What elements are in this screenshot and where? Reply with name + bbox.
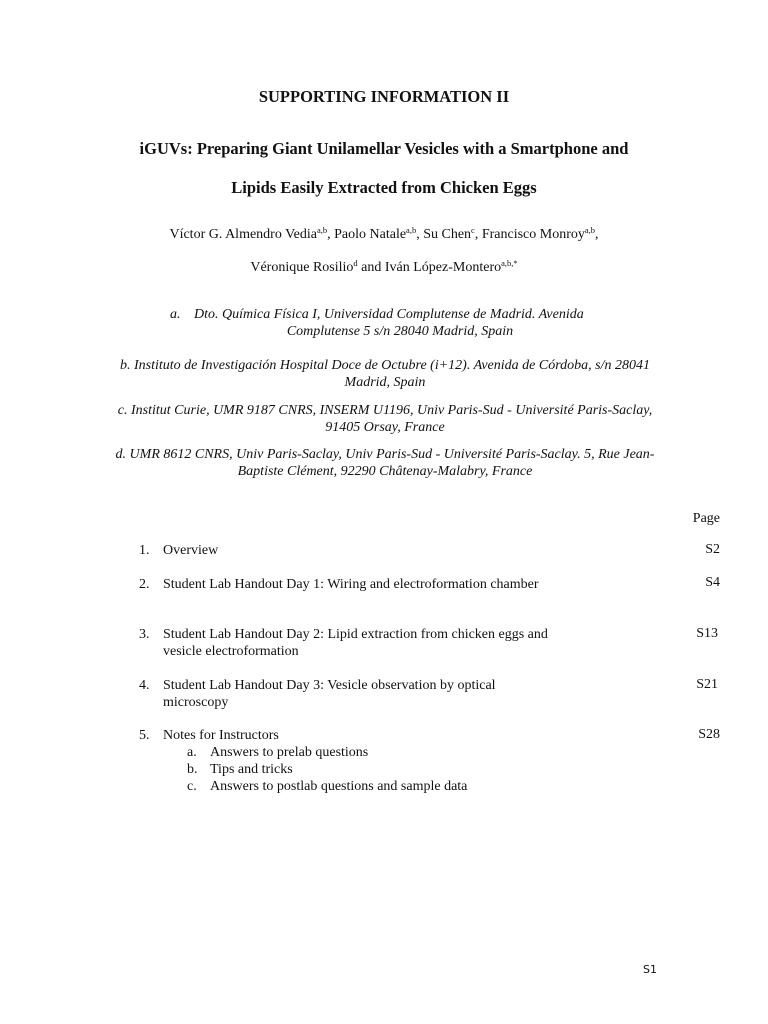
toc-subitem-title: Tips and tricks (210, 762, 293, 777)
toc-item-number: 1. (139, 543, 150, 558)
paper-title-line-1: iGUVs: Preparing Giant Unilamellar Vesicles with a Smartphone and (139, 139, 629, 158)
toc-subitem-letter: c. (187, 779, 197, 794)
affiliation-a-line-1: Dto. Química Física I, Universidad Complutense de Madrid. Avenida (194, 307, 584, 322)
affiliation-a-line-2: Complutense 5 s/n 28040 Madrid, Spain (286, 324, 514, 339)
author-separator: and (357, 260, 385, 275)
page-number: S1 (643, 963, 657, 976)
author-name: Víctor G. Almendro Vedia (169, 227, 317, 242)
toc-page-column-header: Page (692, 511, 720, 526)
affiliation-c: c. Institut Curie, UMR 9187 CNRS, INSERM U1196, Univ Paris-Sud - Université Paris-Saclay, 91405 Orsay, France (117, 403, 653, 435)
toc-subitem-letter: a. (187, 745, 197, 760)
author-affiliation-mark: c (471, 225, 475, 235)
author-name: Iván López-Montero (384, 260, 502, 275)
toc-subitem-title: Answers to prelab questions (210, 745, 369, 760)
author-affiliation-mark: a,b,* (501, 258, 518, 268)
author-separator: , (474, 227, 482, 242)
toc-item-page: S4 (705, 575, 720, 590)
toc-item-number: 3. (139, 627, 150, 642)
author-separator: , (595, 227, 599, 242)
toc-item-page: S28 (698, 727, 720, 742)
author-name: Su Chen (423, 227, 472, 242)
toc-subitem-prelab-answers (187, 744, 368, 761)
authors-line-2 (0, 260, 768, 276)
affiliation-d: d. UMR 8612 CNRS, Univ Paris-Saclay, Univ Paris-Sud - Université Paris-Saclay. 5, Rue Jean-Baptiste Clément, 92290 Châtenay-Malabry, France (115, 447, 655, 479)
author-name: Véronique Rosilio (250, 260, 354, 275)
toc-item-title: Overview (163, 543, 219, 558)
toc-item-day-3 (139, 677, 549, 711)
author-name: Paolo Natale (334, 227, 407, 242)
paper-title-line-2: Lipids Easily Extracted from Chicken Eggs (231, 178, 537, 197)
author-affiliation-mark: d (353, 258, 358, 268)
toc-subitem-title: Answers to postlab questions and sample data (210, 779, 468, 794)
toc-item-day-2 (139, 626, 549, 660)
supporting-info-title: SUPPORTING INFORMATION II (258, 87, 510, 106)
author-name: Francisco Monroy (481, 227, 585, 242)
toc-item-title: Notes for Instructors (163, 728, 279, 743)
toc-item-day-1 (139, 576, 539, 593)
toc-subitem-postlab-answers (187, 778, 467, 795)
toc-item-title: Student Lab Handout Day 1: Wiring and electroformation chamber (163, 577, 539, 592)
toc-item-title: Student Lab Handout Day 2: Lipid extraction from chicken eggs and vesicle electroformation (163, 627, 548, 659)
toc-item-title: Student Lab Handout Day 3: Vesicle observation by optical microscopy (163, 678, 496, 710)
affiliation-b: b. Instituto de Investigación Hospital Doce de Octubre (i+12). Avenida de Córdoba, s/n 28041 Madrid, Spain (120, 358, 650, 390)
author-affiliation-mark: a,b (584, 225, 596, 235)
toc-item-page: S13 (696, 626, 718, 641)
author-affiliation-mark: a,b (316, 225, 328, 235)
toc-item-page: S21 (696, 677, 718, 692)
authors-line-1 (0, 227, 768, 243)
toc-item-number: 2. (139, 577, 150, 592)
toc-subitem-letter: b. (187, 762, 198, 777)
author-affiliation-mark: a,b (406, 225, 417, 235)
toc-item-page: S2 (705, 542, 720, 557)
toc-subitem-tips (187, 761, 293, 778)
author-separator: , (416, 227, 424, 242)
toc-item-notes-for-instructors (139, 727, 559, 744)
affiliation-a-label: a. (170, 307, 181, 322)
toc-item-number: 5. (139, 728, 150, 743)
affiliation-a (160, 306, 640, 340)
author-separator: , (327, 227, 335, 242)
toc-item-number: 4. (139, 678, 150, 693)
toc-item-overview (139, 542, 559, 559)
